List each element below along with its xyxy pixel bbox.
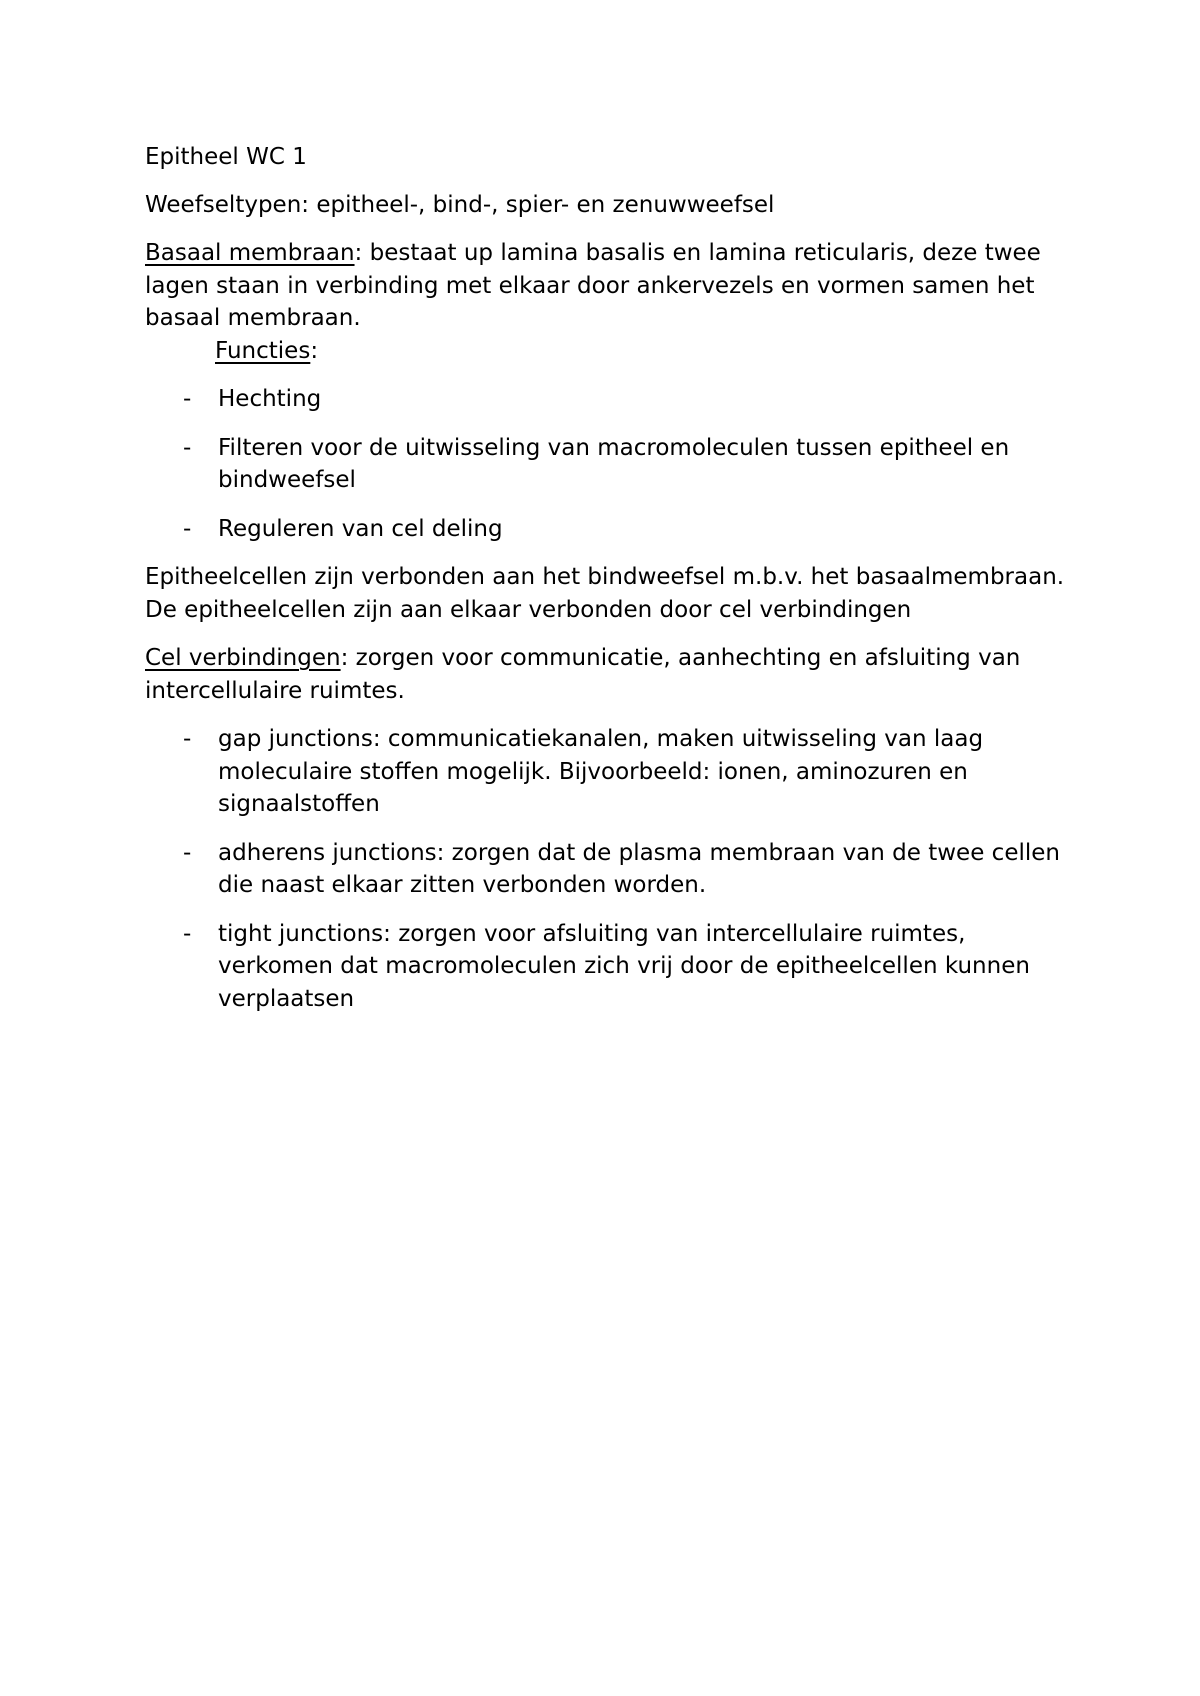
cel-verbindingen-list <box>145 723 1065 1015</box>
bullet-dash: - <box>183 515 192 542</box>
list-item-text: Reguleren van cel deling <box>218 515 503 542</box>
list-item <box>145 918 1065 1016</box>
bullet-dash: - <box>183 920 192 947</box>
list-item-text: Hechting <box>218 386 322 412</box>
list-item-text: gap junctions: communicatiekanalen, maken uitwisseling van laag moleculaire stoffen mogelijk. Bijvoorbeeld: ionen, aminozuren en signaalstoffen <box>218 726 984 817</box>
list-item-text: adherens junctions: zorgen dat de plasma membraan van de twee cellen die naast elkaar zitten verbonden worden. <box>218 839 1060 898</box>
document-body <box>145 141 1065 1031</box>
basaal-membraan-text: : bestaat up lamina basalis en lamina reticularis, deze twee lagen staan in verbinding met elkaar door ankervezels en vormen samen het basaal membraan. <box>145 240 1041 331</box>
epitheelcellen-paragraph: Epitheelcellen zijn verbonden aan het bindweefsel m.b.v. het basaalmembraan. De epitheelcellen zijn aan elkaar verbonden door cel verbindingen <box>145 564 1065 623</box>
functies-heading <box>215 335 1065 368</box>
list-item-text: Filteren voor de uitwisseling van macromoleculen tussen epitheel en bindweefsel <box>218 434 1010 493</box>
list-item <box>145 513 1065 546</box>
list-item <box>145 383 1065 416</box>
bullet-dash: - <box>183 434 192 461</box>
bullet-dash: - <box>183 726 192 752</box>
basaal-membraan-term: Basaal membraan <box>145 240 355 266</box>
basaal-membraan-paragraph <box>145 237 1065 335</box>
cel-verbindingen-text: : zorgen voor communicatie, aanhechting en afsluiting van intercellulaire ruimtes. <box>145 645 1021 704</box>
functies-list <box>145 383 1065 545</box>
bullet-dash: - <box>183 839 192 866</box>
bullet-dash: - <box>183 386 192 412</box>
list-item <box>145 723 1065 821</box>
cel-verbindingen-paragraph <box>145 642 1065 707</box>
list-item <box>145 432 1065 497</box>
document-title: Epitheel WC 1 <box>145 144 307 170</box>
weefseltypen-paragraph: Weefseltypen: epitheel-, bind-, spier- en zenuwweefsel <box>145 191 775 218</box>
functies-term: Functies <box>215 337 311 364</box>
list-item-text: tight junctions: zorgen voor afsluiting van intercellulaire ruimtes, verkomen dat macromoleculen zich vrij door de epitheelcellen kunnen verplaatsen <box>218 920 1030 1012</box>
list-item <box>145 837 1065 902</box>
cel-verbindingen-term: Cel verbindingen <box>145 645 341 671</box>
functies-suffix: : <box>310 337 319 364</box>
